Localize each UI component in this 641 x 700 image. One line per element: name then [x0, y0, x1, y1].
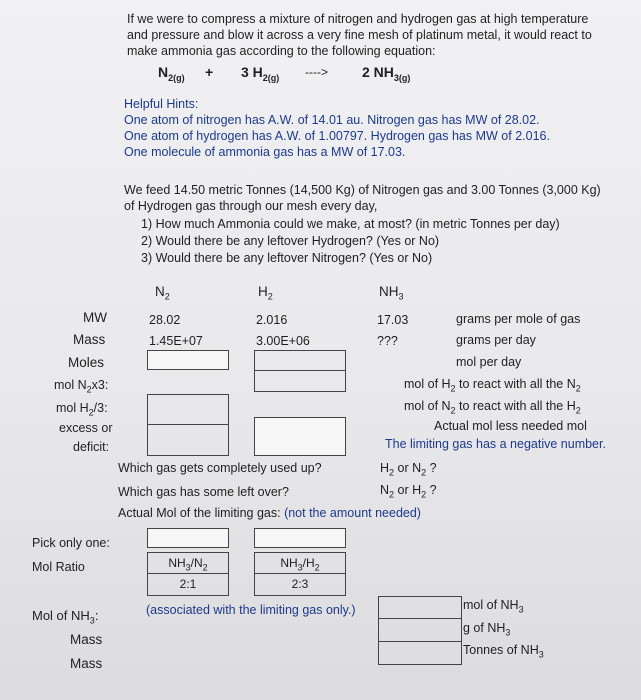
equation-h2: 3 $H_{2(g)}$ [241, 64, 280, 83]
final-unit-mol: mol of $NH_3$ [463, 598, 524, 615]
intro-line-2: and pressure and blow it across a very fine mesh of platinum metal, it would react to [127, 28, 592, 42]
unit-moles: mol per day [456, 355, 522, 369]
mass-nh3-value: ??? [377, 334, 398, 348]
hint-nitrogen: One atom of nitrogen has A.W. of 14.01 au. Nitrogen gas has MW of 28.02. [124, 113, 540, 127]
intro-line-1: If we were to compress a mixture of nitrogen and hydrogen gas at high temperature [127, 12, 589, 26]
row-label-mol-h2: mol $H_2/3$: [56, 401, 108, 418]
h2-moles-double-box[interactable] [254, 350, 346, 392]
answer-options-left-over[interactable]: $N_2$ or $H_2$ ? [380, 483, 437, 500]
ratio-nh3-h2-label: $NH_3/H_2$ [254, 552, 346, 574]
unit-mol-n2x3: mol of $H_2$ to react with all the $N_2$ [404, 377, 581, 394]
unit-mol-h2div3: mol of $N_2$ to react with all the $H_2$ [404, 399, 581, 416]
row-label-moles: Moles [68, 355, 105, 370]
question-3: 3) Would there be any leftover Nitrogen? (Yes or No) [141, 251, 433, 265]
hint-hydrogen: One atom of hydrogen has A.W. of 1.00797. Hydrogen gas has MW of 2.016. [124, 129, 550, 143]
mol-n2x3-input[interactable] [254, 371, 346, 392]
equation-n2: $N_{2(g)}$ [158, 64, 185, 83]
question-used-up: Which gas gets completely used up? [118, 461, 322, 475]
row-label-deficit: deficit: [73, 440, 110, 454]
actual-mol-note: (not the amount needed) [284, 506, 421, 520]
unit-excess: Actual mol less needed mol [434, 419, 587, 433]
final-mol-nh3-label: Mol of $NH_3$: [32, 608, 99, 626]
ratio-note: (associated with the limiting gas only.) [146, 603, 356, 617]
header-h2: $H_2$ [258, 284, 273, 302]
final-tonnes-nh3-input[interactable] [378, 642, 462, 665]
hint-ammonia: One molecule of ammonia gas has a MW of 17.03. [124, 145, 406, 159]
header-n2: $N_2$ [155, 284, 170, 302]
unit-mass: grams per day [456, 333, 536, 347]
mw-n2-value: 28.02 [149, 313, 181, 327]
hints-title: Helpful Hints: [124, 97, 199, 111]
final-unit-tonnes: Tonnes of $NH_3$ [463, 643, 544, 660]
question-1: 1) How much Ammonia could we make, at most? (in metric Tonnes per day) [141, 217, 560, 231]
mass-n2-value: 1.45E+07 [149, 334, 203, 348]
ratio-nh3-n2-value: 2:1 [147, 574, 229, 596]
header-nh3: $NH_3$ [379, 284, 404, 302]
row-label-mass: Mass [73, 332, 106, 347]
moles-h2-input[interactable] [254, 350, 346, 371]
question-2: 2) Would there be any leftover Hydrogen? (Yes or No) [141, 234, 440, 248]
final-grams-nh3-input[interactable] [378, 619, 462, 642]
ratio-option-nh3-h2[interactable] [254, 552, 346, 596]
mol-ratio-label: Mol Ratio [32, 560, 85, 574]
final-mass-label-1: Mass [70, 632, 103, 647]
ratio-option-nh3-n2[interactable] [147, 552, 229, 596]
equation-nh3: 2 $NH_{3(g)}$ [362, 64, 411, 83]
mol-h2-div3-input[interactable] [147, 394, 229, 425]
equation-arrow: ----> [305, 65, 328, 79]
mw-h2-value: 2.016 [256, 313, 288, 327]
intro-line-3: make ammonia gas according to the following equation: [127, 44, 436, 58]
row-label-mw: MW [83, 310, 107, 325]
problem-line-2: of Hydrogen gas through our mesh every day, [124, 199, 378, 213]
actual-mol-label: Actual Mol of the limiting gas: (not the amount needed) [118, 506, 421, 520]
mw-nh3-value: 17.03 [377, 313, 409, 327]
final-unit-grams: g of $NH_3$ [463, 621, 511, 638]
final-mol-nh3-input[interactable] [378, 596, 462, 619]
equation-plus: + [205, 64, 214, 80]
pick-only-one-label: Pick only one: [32, 536, 110, 550]
unit-deficit: The limiting gas has a negative number. [385, 437, 606, 451]
moles-n2-input[interactable] [147, 350, 229, 370]
final-answer-box[interactable] [378, 596, 462, 665]
question-left-over: Which gas has some left over? [118, 485, 289, 499]
answer-options-used-up[interactable]: $H_2$ or $N_2$ ? [380, 461, 437, 478]
problem-line-1: We feed 14.50 metric Tonnes (14,500 Kg) of Nitrogen gas and 3.00 Tonnes (3,000 Kg) [124, 183, 601, 197]
ratio-nh3-h2-value: 2:3 [254, 574, 346, 596]
excess-h2-input[interactable] [254, 417, 346, 456]
row-label-excess: excess or [59, 421, 113, 435]
excess-n2-input[interactable] [147, 425, 229, 456]
mass-h2-value: 3.00E+06 [256, 334, 310, 348]
unit-mw: grams per mole of gas [456, 312, 581, 326]
final-mass-label-2: Mass [70, 656, 103, 671]
ratio-nh3-n2-label: $NH_3/N_2$ [147, 552, 229, 574]
limiting-mol-h2-input[interactable] [254, 528, 346, 548]
row-label-mol-n2: mol $N_2x3$: [54, 378, 109, 395]
n2-double-box[interactable] [147, 394, 229, 456]
limiting-mol-n2-input[interactable] [147, 528, 229, 548]
